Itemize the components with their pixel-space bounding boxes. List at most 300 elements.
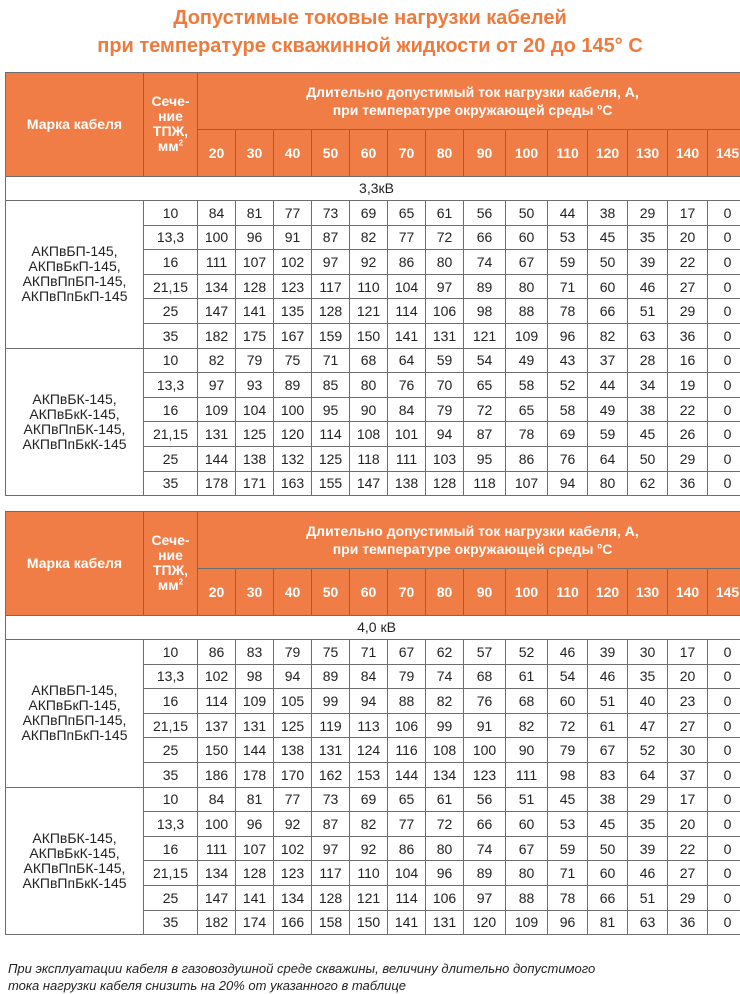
section-cell: 10 — [144, 200, 198, 225]
current-value-cell: 0 — [708, 836, 740, 861]
current-value-cell: 153 — [350, 762, 388, 787]
current-value-cell: 44 — [588, 373, 628, 398]
current-value-cell: 82 — [588, 323, 628, 348]
current-value-cell: 51 — [628, 885, 668, 910]
table-row — [6, 639, 740, 664]
current-value-cell: 175 — [236, 323, 274, 348]
current-value-cell: 121 — [464, 323, 506, 348]
current-value-cell: 60 — [588, 274, 628, 299]
temperature-header: 140 — [668, 569, 708, 616]
current-value-cell: 0 — [708, 299, 740, 324]
current-value-cell: 79 — [426, 397, 464, 422]
title-line-2: при температуре скважинной жидкости от 20 до 145° С — [97, 35, 643, 57]
current-value-cell: 94 — [350, 689, 388, 714]
current-value-cell: 141 — [236, 885, 274, 910]
current-value-cell: 69 — [350, 787, 388, 812]
current-value-cell: 61 — [426, 200, 464, 225]
current-value-cell: 110 — [350, 861, 388, 886]
current-value-cell: 36 — [668, 323, 708, 348]
current-value-cell: 159 — [312, 323, 350, 348]
current-value-cell: 77 — [274, 787, 312, 812]
temperature-header: 20 — [198, 130, 236, 177]
current-caption — [198, 512, 740, 569]
current-value-cell: 63 — [628, 323, 668, 348]
current-value-cell: 59 — [588, 422, 628, 447]
caption-degree: o — [597, 102, 603, 112]
current-value-cell: 65 — [464, 373, 506, 398]
section-header-line: Сече- — [151, 93, 190, 110]
section-header-unit — [144, 578, 197, 593]
current-value-cell: 29 — [668, 446, 708, 471]
cable-brand-line: АКПвПпБП-145, — [22, 712, 127, 729]
current-value-cell: 137 — [198, 713, 236, 738]
current-value-cell: 116 — [388, 738, 426, 763]
current-value-cell: 0 — [708, 910, 740, 935]
current-value-cell: 92 — [350, 250, 388, 275]
current-value-cell: 62 — [426, 639, 464, 664]
caption-text: при температуре окружающей среды — [332, 541, 594, 558]
current-value-cell: 0 — [708, 373, 740, 398]
current-value-cell: 82 — [350, 812, 388, 837]
current-value-cell: 91 — [464, 713, 506, 738]
current-value-cell: 38 — [588, 200, 628, 225]
current-value-cell: 96 — [236, 225, 274, 250]
section-unit-power: 2 — [178, 577, 184, 587]
current-value-cell: 124 — [350, 738, 388, 763]
section-cell: 16 — [144, 250, 198, 275]
current-value-cell: 78 — [548, 299, 588, 324]
current-value-cell: 46 — [628, 274, 668, 299]
temperature-header: 90 — [464, 130, 506, 177]
section-cell: 21,15 — [144, 274, 198, 299]
temperature-header: 80 — [426, 569, 464, 616]
caption-unit: С — [602, 102, 613, 119]
current-value-cell: 131 — [312, 738, 350, 763]
current-value-cell: 0 — [708, 738, 740, 763]
current-value-cell: 100 — [198, 812, 236, 837]
current-value-cell: 94 — [426, 422, 464, 447]
current-value-cell: 147 — [198, 299, 236, 324]
current-value-cell: 131 — [236, 713, 274, 738]
current-value-cell: 97 — [198, 373, 236, 398]
current-value-cell: 27 — [668, 713, 708, 738]
current-value-cell: 107 — [236, 250, 274, 275]
current-value-cell: 132 — [274, 446, 312, 471]
current-value-cell: 62 — [628, 471, 668, 496]
current-value-cell: 138 — [388, 471, 426, 496]
section-header-line: ние — [158, 547, 183, 564]
current-value-cell: 134 — [198, 274, 236, 299]
current-value-cell: 17 — [668, 639, 708, 664]
cable-brand-cell — [6, 787, 144, 935]
table-row — [6, 348, 740, 373]
current-value-cell: 120 — [274, 422, 312, 447]
current-value-cell: 186 — [198, 762, 236, 787]
section-cell: 21,15 — [144, 861, 198, 886]
current-value-cell: 26 — [668, 422, 708, 447]
current-value-cell: 67 — [506, 836, 548, 861]
current-value-cell: 60 — [588, 861, 628, 886]
current-value-cell: 125 — [312, 446, 350, 471]
current-value-cell: 27 — [668, 861, 708, 886]
temperature-header: 70 — [388, 130, 426, 177]
current-value-cell: 162 — [312, 762, 350, 787]
section-unit: мм — [157, 138, 179, 155]
current-value-cell: 71 — [312, 348, 350, 373]
current-value-cell: 103 — [426, 446, 464, 471]
current-value-cell: 46 — [548, 639, 588, 664]
current-value-cell: 0 — [708, 885, 740, 910]
temperature-header: 20 — [198, 569, 236, 616]
footnote-line-1: При эксплуатации кабеля в газовоздушной среде скважины, величину длительно допустимого — [8, 961, 596, 976]
section-header-unit — [144, 139, 197, 154]
current-value-cell: 131 — [198, 422, 236, 447]
current-value-cell: 0 — [708, 689, 740, 714]
cable-brand-line: АКПвПпБкК-145 — [22, 435, 127, 452]
current-value-cell: 29 — [668, 299, 708, 324]
current-value-cell: 128 — [426, 471, 464, 496]
current-value-cell: 108 — [350, 422, 388, 447]
section-cell: 25 — [144, 738, 198, 763]
temperature-header: 50 — [312, 130, 350, 177]
current-value-cell: 76 — [548, 446, 588, 471]
current-value-cell: 106 — [388, 713, 426, 738]
current-value-cell: 97 — [464, 885, 506, 910]
current-value-cell: 39 — [628, 836, 668, 861]
current-value-cell: 134 — [198, 861, 236, 886]
current-value-cell: 123 — [464, 762, 506, 787]
current-value-cell: 138 — [274, 738, 312, 763]
current-value-cell: 170 — [274, 762, 312, 787]
current-value-cell: 49 — [506, 348, 548, 373]
current-value-cell: 30 — [668, 738, 708, 763]
current-value-cell: 91 — [274, 225, 312, 250]
current-value-cell: 61 — [506, 664, 548, 689]
current-value-cell: 97 — [426, 274, 464, 299]
current-value-cell: 128 — [312, 885, 350, 910]
section-cell: 13,3 — [144, 812, 198, 837]
cable-brand-line: АКПвПпБкП-145 — [21, 288, 128, 305]
current-value-cell: 29 — [628, 787, 668, 812]
current-value-cell: 111 — [388, 446, 426, 471]
current-value-cell: 60 — [506, 812, 548, 837]
current-value-cell: 47 — [628, 713, 668, 738]
current-value-cell: 94 — [548, 471, 588, 496]
cable-brand-line: АКПвБК-145, — [32, 829, 117, 846]
current-value-cell: 74 — [464, 836, 506, 861]
section-unit-power: 2 — [178, 138, 184, 148]
current-value-cell: 107 — [236, 836, 274, 861]
current-value-cell: 117 — [312, 274, 350, 299]
current-value-cell: 46 — [588, 664, 628, 689]
current-value-cell: 131 — [426, 323, 464, 348]
current-value-cell: 102 — [198, 664, 236, 689]
temperature-header: 90 — [464, 569, 506, 616]
current-value-cell: 144 — [388, 762, 426, 787]
current-value-cell: 17 — [668, 200, 708, 225]
current-value-cell: 66 — [464, 812, 506, 837]
temperature-header: 145 — [708, 569, 740, 616]
current-value-cell: 67 — [588, 738, 628, 763]
current-value-cell: 114 — [388, 299, 426, 324]
current-value-cell: 64 — [388, 348, 426, 373]
current-value-cell: 100 — [198, 225, 236, 250]
caption-line-1: Длительно допустимый ток нагрузки кабеля, А, — [306, 523, 639, 540]
current-value-cell: 141 — [388, 910, 426, 935]
current-value-cell: 80 — [588, 471, 628, 496]
current-value-cell: 167 — [274, 323, 312, 348]
current-value-cell: 67 — [388, 639, 426, 664]
current-value-cell: 87 — [312, 812, 350, 837]
current-value-cell: 27 — [668, 274, 708, 299]
current-value-cell: 89 — [464, 274, 506, 299]
section-cell: 25 — [144, 299, 198, 324]
current-value-cell: 121 — [350, 885, 388, 910]
current-value-cell: 44 — [548, 200, 588, 225]
current-value-cell: 50 — [628, 446, 668, 471]
current-value-cell: 83 — [236, 639, 274, 664]
caption-text: при температуре окружающей среды — [332, 102, 594, 119]
current-value-cell: 60 — [506, 225, 548, 250]
section-cell: 16 — [144, 689, 198, 714]
current-value-cell: 37 — [668, 762, 708, 787]
current-value-cell: 114 — [388, 885, 426, 910]
current-value-cell: 166 — [274, 910, 312, 935]
current-value-cell: 111 — [198, 836, 236, 861]
column-header-brand: Марка кабеля — [6, 73, 144, 177]
current-value-cell: 69 — [548, 422, 588, 447]
current-value-cell: 82 — [506, 713, 548, 738]
current-value-cell: 52 — [548, 373, 588, 398]
table-row — [6, 200, 740, 225]
current-value-cell: 84 — [388, 397, 426, 422]
footnote — [8, 960, 733, 994]
cable-brand-line: АКПвПпБкК-145 — [22, 874, 127, 891]
current-value-cell: 51 — [506, 787, 548, 812]
section-cell: 13,3 — [144, 664, 198, 689]
current-value-cell: 79 — [236, 348, 274, 373]
current-value-cell: 56 — [464, 787, 506, 812]
cable-brand-line: АКПвБК-145, — [32, 390, 117, 407]
current-value-cell: 65 — [388, 787, 426, 812]
current-value-cell: 141 — [236, 299, 274, 324]
current-value-cell: 95 — [312, 397, 350, 422]
current-value-cell: 80 — [350, 373, 388, 398]
current-value-cell: 78 — [548, 885, 588, 910]
current-value-cell: 68 — [350, 348, 388, 373]
current-value-cell: 111 — [506, 762, 548, 787]
current-value-cell: 75 — [274, 348, 312, 373]
current-value-cell: 119 — [312, 713, 350, 738]
current-value-cell: 61 — [426, 787, 464, 812]
current-value-cell: 88 — [388, 689, 426, 714]
current-value-cell: 43 — [548, 348, 588, 373]
current-value-cell: 98 — [548, 762, 588, 787]
current-value-cell: 51 — [588, 689, 628, 714]
temperature-header: 120 — [588, 130, 628, 177]
current-value-cell: 0 — [708, 639, 740, 664]
current-value-cell: 134 — [426, 762, 464, 787]
current-value-cell: 45 — [588, 225, 628, 250]
current-value-cell: 79 — [388, 664, 426, 689]
current-value-cell: 125 — [236, 422, 274, 447]
column-header-brand: Марка кабеля — [6, 512, 144, 616]
section-cell: 13,3 — [144, 225, 198, 250]
current-value-cell: 85 — [312, 373, 350, 398]
caption-line-1: Длительно допустимый ток нагрузки кабеля, А, — [306, 84, 639, 101]
current-value-cell: 16 — [668, 348, 708, 373]
section-cell: 21,15 — [144, 713, 198, 738]
temperature-header: 140 — [668, 130, 708, 177]
current-value-cell: 77 — [274, 200, 312, 225]
current-value-cell: 72 — [464, 397, 506, 422]
current-value-cell: 109 — [506, 910, 548, 935]
current-value-cell: 108 — [426, 738, 464, 763]
cable-brand-line: АКПвБкП-145, — [28, 258, 121, 275]
temperature-header: 40 — [274, 130, 312, 177]
current-value-cell: 113 — [350, 713, 388, 738]
current-value-cell: 144 — [236, 738, 274, 763]
current-value-cell: 86 — [506, 446, 548, 471]
temperature-header: 120 — [588, 569, 628, 616]
section-cell: 25 — [144, 446, 198, 471]
cable-brand-cell — [6, 639, 144, 787]
current-value-cell: 58 — [506, 373, 548, 398]
temperature-header: 80 — [426, 130, 464, 177]
current-value-cell: 30 — [628, 639, 668, 664]
current-value-cell: 64 — [588, 446, 628, 471]
current-value-cell: 35 — [628, 225, 668, 250]
current-value-cell: 28 — [628, 348, 668, 373]
current-value-cell: 144 — [198, 446, 236, 471]
current-value-cell: 171 — [236, 471, 274, 496]
current-value-cell: 79 — [548, 738, 588, 763]
temperature-header: 60 — [350, 569, 388, 616]
voltage-row — [6, 176, 740, 200]
current-value-cell: 84 — [198, 787, 236, 812]
current-value-cell: 77 — [388, 812, 426, 837]
current-value-cell: 93 — [236, 373, 274, 398]
section-cell: 35 — [144, 471, 198, 496]
cable-brand-cell — [6, 200, 144, 348]
current-value-cell: 96 — [426, 861, 464, 886]
current-value-cell: 89 — [312, 664, 350, 689]
column-header-section — [144, 512, 198, 616]
current-value-cell: 70 — [426, 373, 464, 398]
current-value-cell: 66 — [588, 885, 628, 910]
current-value-cell: 105 — [274, 689, 312, 714]
current-value-cell: 88 — [506, 885, 548, 910]
temperature-header: 70 — [388, 569, 426, 616]
current-value-cell: 150 — [350, 323, 388, 348]
current-value-cell: 37 — [588, 348, 628, 373]
current-value-cell: 96 — [548, 910, 588, 935]
current-value-cell: 80 — [506, 274, 548, 299]
current-value-cell: 104 — [388, 861, 426, 886]
current-value-cell: 0 — [708, 225, 740, 250]
current-value-cell: 39 — [588, 639, 628, 664]
current-value-cell: 106 — [426, 299, 464, 324]
current-value-cell: 38 — [628, 397, 668, 422]
current-value-cell: 90 — [506, 738, 548, 763]
current-value-cell: 114 — [198, 689, 236, 714]
current-value-cell: 102 — [274, 836, 312, 861]
current-value-cell: 76 — [388, 373, 426, 398]
current-value-cell: 58 — [548, 397, 588, 422]
cable-brand-line: АКПвПпБП-145, — [22, 273, 127, 290]
current-value-cell: 83 — [588, 762, 628, 787]
section-header-line: Сече- — [151, 532, 190, 549]
current-value-cell: 82 — [198, 348, 236, 373]
current-value-cell: 92 — [350, 836, 388, 861]
current-value-cell: 155 — [312, 471, 350, 496]
section-header-line: ние — [158, 108, 183, 125]
section-header-line: ТПЖ, — [152, 562, 189, 579]
current-value-cell: 54 — [464, 348, 506, 373]
current-value-cell: 80 — [426, 250, 464, 275]
current-value-cell: 102 — [274, 250, 312, 275]
section-cell: 25 — [144, 885, 198, 910]
temperature-header: 145 — [708, 130, 740, 177]
current-value-cell: 117 — [312, 861, 350, 886]
current-value-cell: 150 — [198, 738, 236, 763]
current-value-cell: 71 — [548, 274, 588, 299]
current-value-cell: 97 — [312, 250, 350, 275]
current-value-cell: 0 — [708, 422, 740, 447]
current-value-cell: 158 — [312, 910, 350, 935]
current-value-cell: 138 — [236, 446, 274, 471]
voltage-label: 3,3кВ — [6, 176, 740, 200]
current-value-cell: 72 — [548, 713, 588, 738]
section-cell: 13,3 — [144, 373, 198, 398]
current-value-cell: 67 — [506, 250, 548, 275]
current-value-cell: 50 — [588, 836, 628, 861]
current-value-cell: 74 — [426, 664, 464, 689]
current-value-cell: 99 — [312, 689, 350, 714]
temperature-header: 50 — [312, 569, 350, 616]
current-value-cell: 69 — [350, 200, 388, 225]
current-value-cell: 22 — [668, 836, 708, 861]
cable-load-table — [5, 511, 740, 935]
temperature-header: 30 — [236, 569, 274, 616]
current-value-cell: 125 — [274, 713, 312, 738]
temperature-header: 100 — [506, 569, 548, 616]
current-value-cell: 73 — [312, 787, 350, 812]
current-value-cell: 59 — [426, 348, 464, 373]
current-value-cell: 128 — [236, 274, 274, 299]
current-value-cell: 109 — [198, 397, 236, 422]
cable-brand-cell — [6, 348, 144, 496]
current-value-cell: 0 — [708, 787, 740, 812]
current-value-cell: 20 — [668, 664, 708, 689]
caption-line-2 — [198, 540, 740, 558]
header-row — [6, 73, 740, 130]
voltage-label: 4,0 кВ — [6, 615, 740, 639]
current-value-cell: 65 — [506, 397, 548, 422]
current-value-cell: 95 — [464, 446, 506, 471]
current-value-cell: 78 — [506, 422, 548, 447]
current-value-cell: 0 — [708, 762, 740, 787]
current-value-cell: 88 — [506, 299, 548, 324]
current-value-cell: 182 — [198, 910, 236, 935]
current-value-cell: 104 — [388, 274, 426, 299]
current-value-cell: 72 — [426, 225, 464, 250]
section-cell: 10 — [144, 639, 198, 664]
current-value-cell: 71 — [350, 639, 388, 664]
current-value-cell: 118 — [464, 471, 506, 496]
current-value-cell: 81 — [236, 200, 274, 225]
current-value-cell: 81 — [236, 787, 274, 812]
